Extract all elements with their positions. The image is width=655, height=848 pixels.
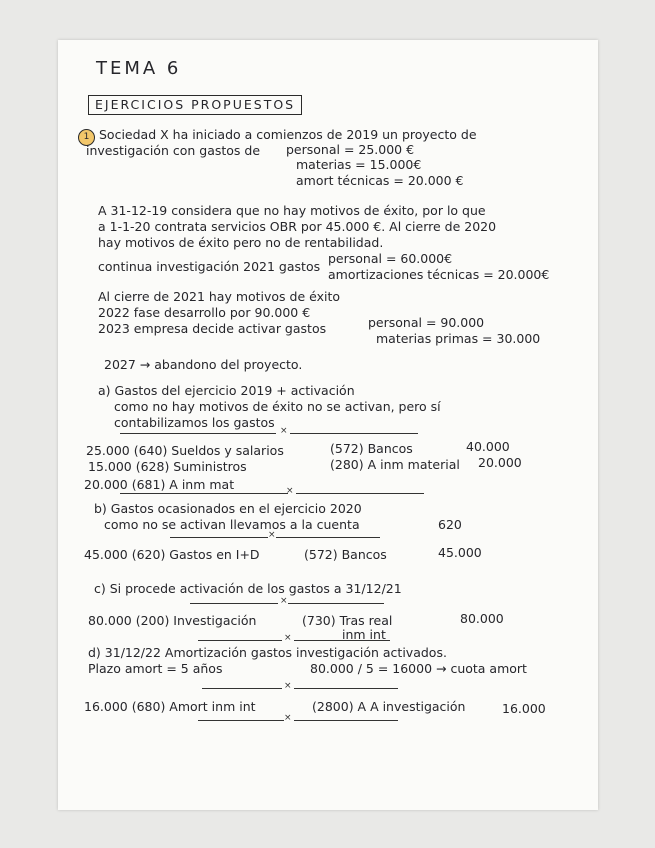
text-line: a 1-1-20 contrata servicios OBR por 45.000 €. Al cierre de 2020 <box>98 219 497 234</box>
text-line: b) Gastos ocasionados en el ejercicio 2020 <box>94 501 362 516</box>
journal-entry-line: (572) Bancos <box>330 441 413 456</box>
journal-rule <box>276 537 380 538</box>
text-line: 2022 fase desarrollo por 90.000 € <box>98 305 311 320</box>
text-line: amortizaciones técnicas = 20.000€ <box>328 267 550 282</box>
journal-separator: × <box>280 426 288 436</box>
journal-rule <box>120 433 276 434</box>
journal-rule <box>290 433 418 434</box>
journal-rule <box>190 603 278 604</box>
journal-entry-line: (280) A inm material <box>330 457 460 472</box>
journal-amount: 80.000 <box>460 611 504 626</box>
text-line: d) 31/12/22 Amortización gastos investigación activados. <box>88 645 447 660</box>
journal-rule <box>294 720 398 721</box>
journal-entry-line: 16.000 (680) Amort inm int <box>84 699 256 714</box>
journal-separator: × <box>280 596 288 606</box>
journal-entry-line: 25.000 (640) Sueldos y salarios <box>86 443 284 458</box>
journal-separator: × <box>284 713 292 723</box>
text-line: personal = 60.000€ <box>328 251 453 266</box>
journal-entry-line: (2800) A A investigación <box>312 699 466 714</box>
text-line: materias primas = 30.000 <box>376 331 541 346</box>
journal-entry-line: 20.000 (681) A inm mat <box>84 477 235 492</box>
text-line: a) Gastos del ejercicio 2019 + activación <box>98 383 355 398</box>
page-title: TEMA 6 <box>96 58 182 79</box>
text-line: Plazo amort = 5 años <box>88 661 223 676</box>
journal-rule <box>294 640 390 641</box>
text-line: amort técnicas = 20.000 € <box>296 173 464 188</box>
text-line: 2023 empresa decide activar gastos <box>98 321 327 336</box>
text-line: Sociedad X ha iniciado a comienzos de 2019 un proyecto de <box>99 127 477 142</box>
journal-amount: 16.000 <box>502 701 546 716</box>
journal-rule <box>170 537 268 538</box>
journal-entry-line: (730) Tras real <box>302 613 393 628</box>
journal-rule <box>120 493 288 494</box>
journal-entry-line: (572) Bancos <box>304 547 387 562</box>
journal-separator: × <box>284 633 292 643</box>
text-line: personal = 25.000 € <box>286 142 415 157</box>
text-line: 620 <box>438 517 462 532</box>
text-line: como no hay motivos de éxito no se activan, pero sí <box>114 399 441 414</box>
text-line: Al cierre de 2021 hay motivos de éxito <box>98 289 341 304</box>
journal-rule <box>198 640 282 641</box>
text-line: personal = 90.000 <box>368 315 485 330</box>
journal-amount: 40.000 <box>466 439 510 454</box>
journal-entry-line: 45.000 (620) Gastos en I+D <box>84 547 260 562</box>
journal-entry-line: inm int <box>342 627 386 642</box>
journal-entry-line: 15.000 (628) Suministros <box>88 459 247 474</box>
text-line: A 31-12-19 considera que no hay motivos de éxito, por lo que <box>98 203 486 218</box>
journal-amount: 20.000 <box>478 455 522 470</box>
journal-rule <box>294 688 398 689</box>
text-line: 2027 → abandono del proyecto. <box>104 357 303 372</box>
text-line: materias = 15.000€ <box>296 157 422 172</box>
text-line: contabilizamos los gastos <box>114 415 275 430</box>
notebook-page <box>58 40 598 810</box>
journal-separator: × <box>268 530 276 540</box>
journal-entry-line: 80.000 (200) Investigación <box>88 613 257 628</box>
text-line: como no se activan llevamos a la cuenta <box>104 517 360 532</box>
text-line: continua investigación 2021 gastos <box>98 259 321 274</box>
text-line: hay motivos de éxito pero no de rentabilidad. <box>98 235 384 250</box>
journal-rule <box>296 493 424 494</box>
exercise-number-badge: 1 <box>78 129 95 146</box>
journal-separator: × <box>284 681 292 691</box>
journal-amount: 45.000 <box>438 545 482 560</box>
text-line: c) Si procede activación de los gastos a 31/12/21 <box>94 581 402 596</box>
journal-rule <box>288 603 384 604</box>
journal-rule <box>202 688 282 689</box>
section-heading: EJERCICIOS PROPUESTOS <box>88 95 302 115</box>
text-line: investigación con gastos de <box>86 143 261 158</box>
text-line: 80.000 / 5 = 16000 → cuota amort <box>310 661 527 676</box>
journal-rule <box>198 720 284 721</box>
journal-separator: × <box>286 486 294 496</box>
